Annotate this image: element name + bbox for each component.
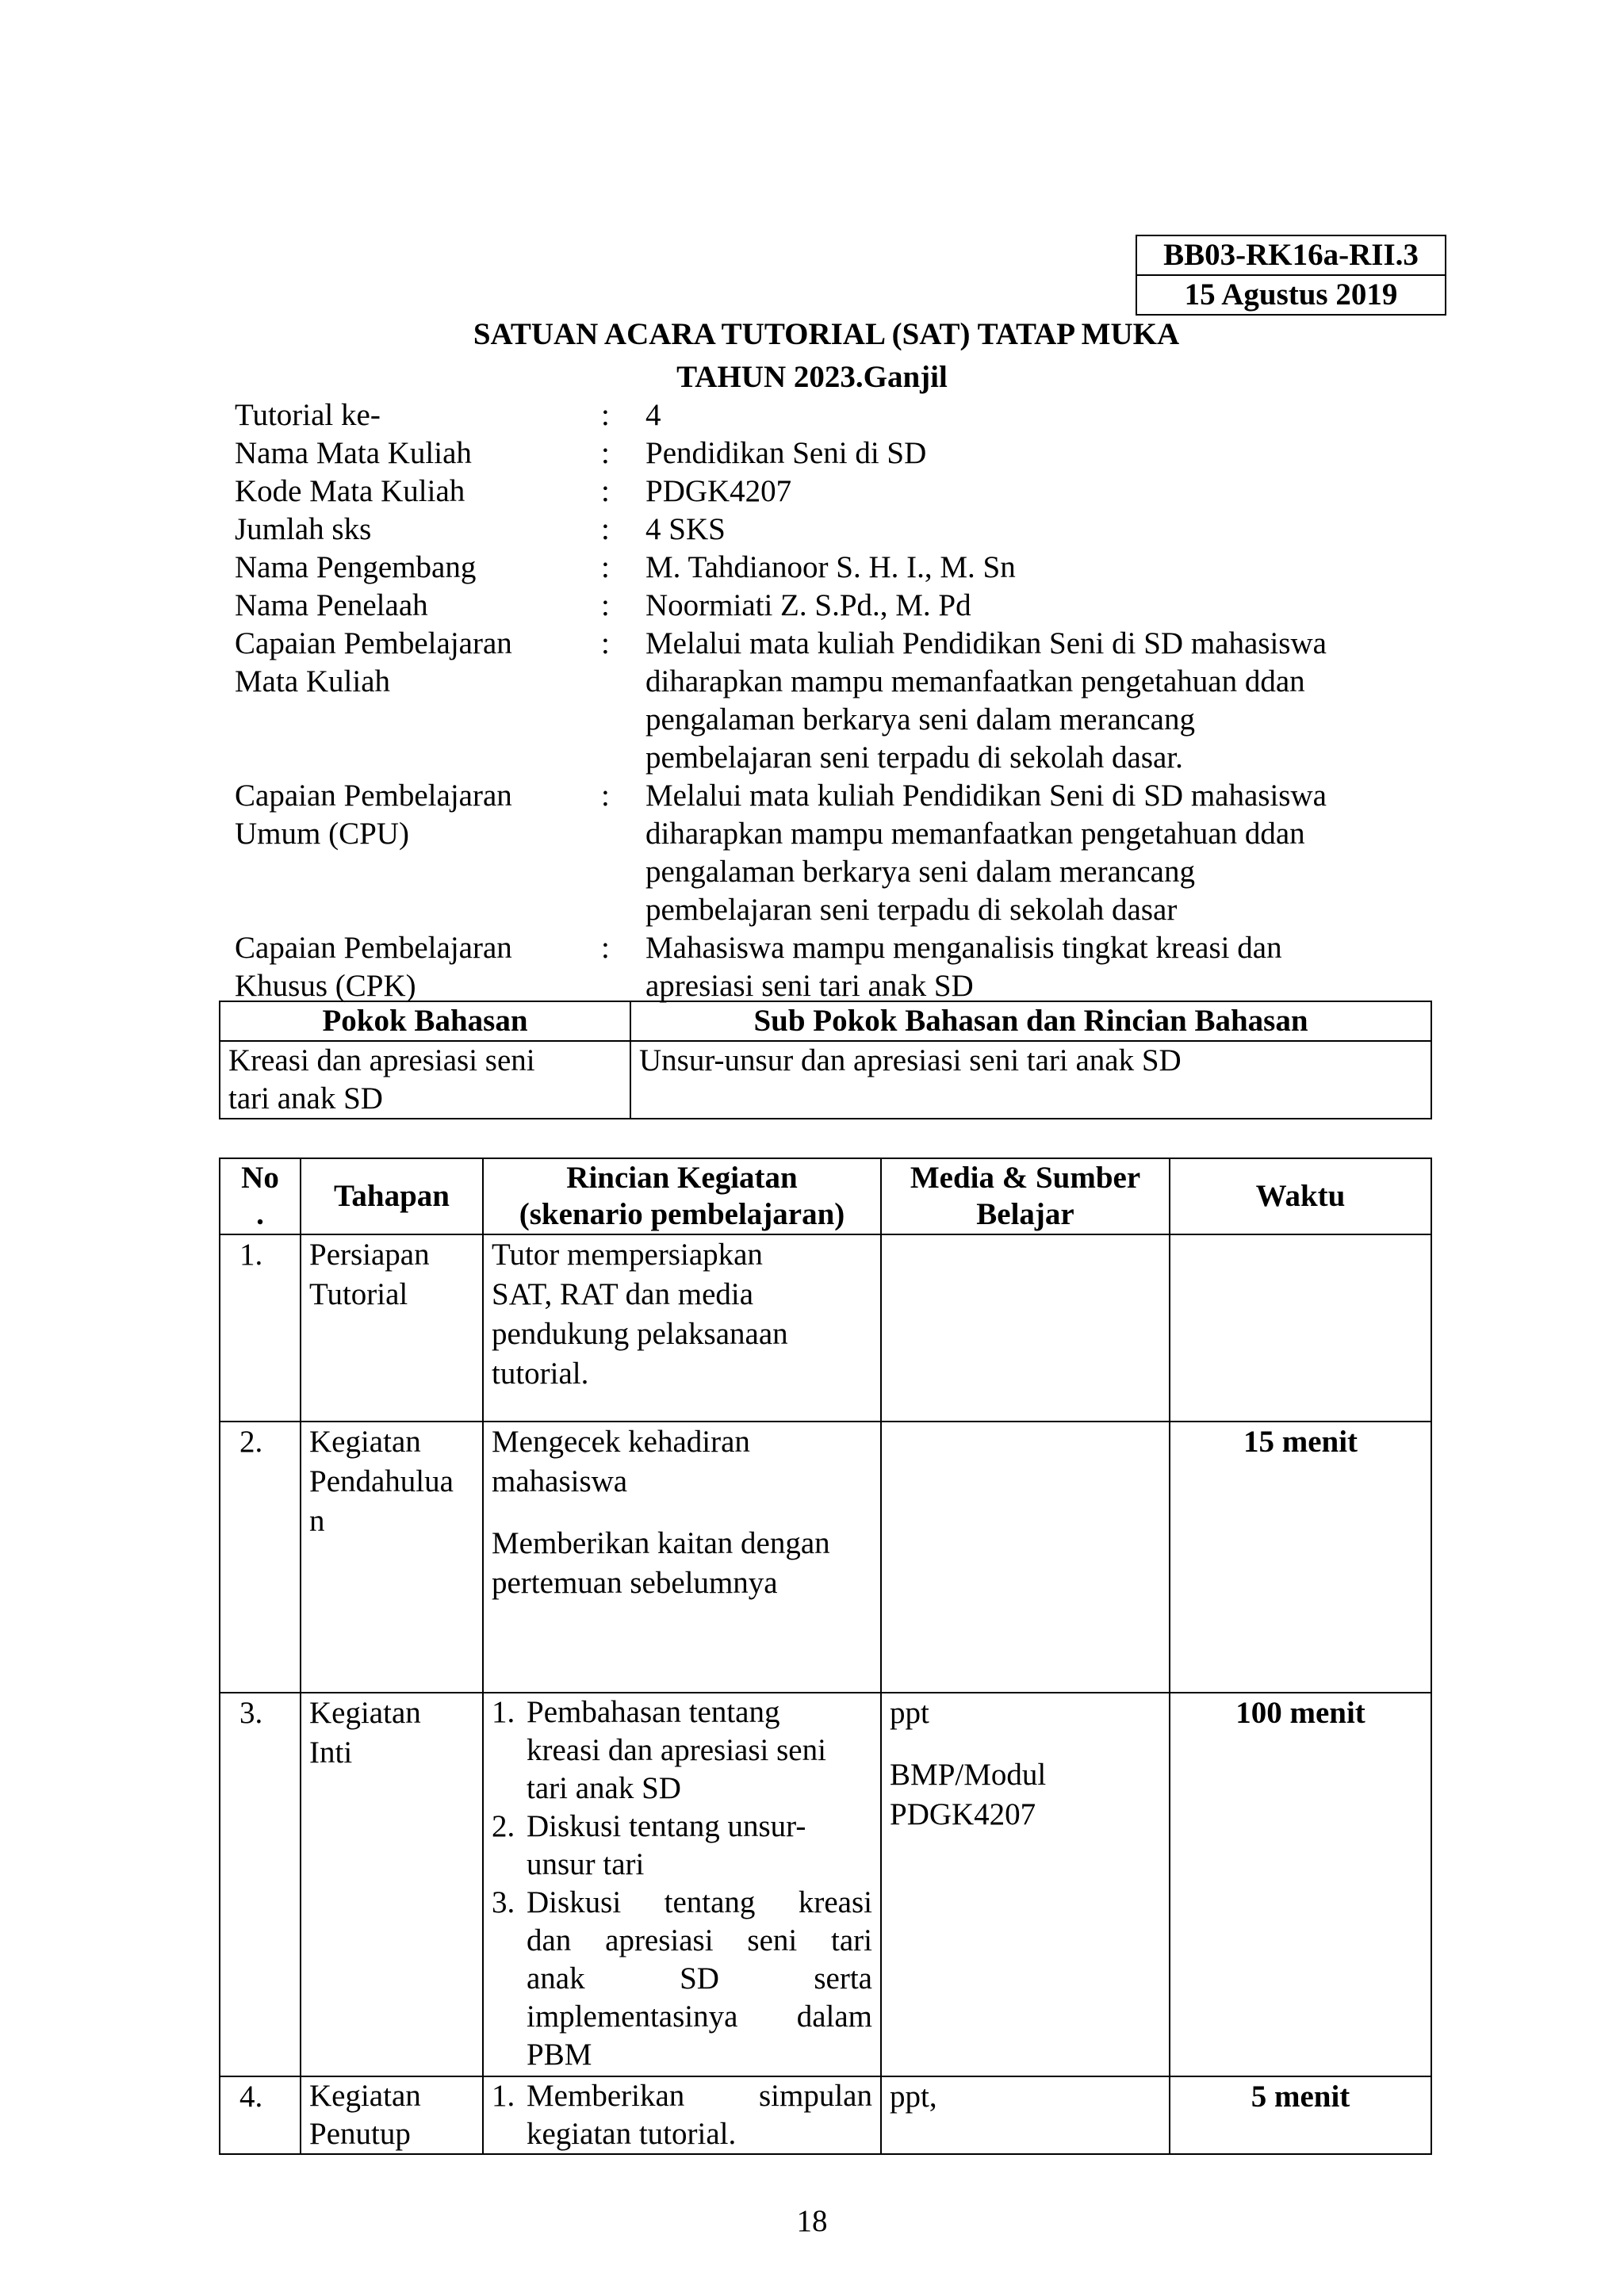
cell-media xyxy=(881,1693,1170,2076)
table-header-row xyxy=(220,1001,1431,1041)
cell-no: 1. xyxy=(220,1234,301,1422)
info-colon: : xyxy=(601,588,610,622)
cell-media xyxy=(881,1422,1170,1693)
cell-waktu: 15 menit xyxy=(1170,1422,1431,1693)
table-cell xyxy=(220,1041,630,1119)
cell-waktu xyxy=(1170,1234,1431,1422)
cell-line: anak SD serta xyxy=(527,1961,872,1996)
cell-line: Pembahasan tentang xyxy=(527,1695,780,1729)
info-value-line: Mahasiswa mampu menganalisis tingkat kreasi dan xyxy=(645,931,1282,965)
info-label-line: Capaian Pembelajaran xyxy=(235,779,512,813)
info-value: 4 SKS xyxy=(645,512,726,546)
info-value: 4 xyxy=(645,398,661,432)
list-text xyxy=(527,2077,872,2153)
info-value xyxy=(645,625,1408,777)
info-value-line: apresiasi seni tari anak SD xyxy=(645,969,974,1003)
info-label-line: Umum (CPU) xyxy=(235,817,409,851)
info-label: Tutorial ke- xyxy=(235,398,381,432)
list-text xyxy=(527,1808,872,1884)
info-label: Jumlah sks xyxy=(235,512,372,546)
info-value-line: pembelajaran seni terpadu di sekolah dasar. xyxy=(645,740,1183,775)
info-label-line: Khusus (CPK) xyxy=(235,969,416,1003)
info-row-course-name xyxy=(235,434,1408,473)
cell-line: tari anak SD xyxy=(228,1081,383,1115)
column-header-rincian xyxy=(483,1158,881,1234)
cell-line: unsur tari xyxy=(527,1847,645,1881)
paragraph-gap xyxy=(492,1502,872,1524)
table-row xyxy=(220,1234,1431,1422)
list-text xyxy=(527,1693,872,1808)
list-item xyxy=(492,1693,872,1808)
info-label xyxy=(235,625,601,777)
cell-line: BMP/Modul xyxy=(890,1758,1047,1792)
cell-line: Kegiatan xyxy=(309,1696,421,1730)
info-label: Nama Mata Kuliah xyxy=(235,436,472,470)
info-row-credits xyxy=(235,511,1408,549)
cell-media: ppt, xyxy=(881,2076,1170,2154)
info-row-cp-mk xyxy=(235,625,1408,777)
cell-line: PBM xyxy=(527,2038,592,2072)
info-label-line: Capaian Pembelajaran xyxy=(235,626,512,660)
info-colon: : xyxy=(601,398,610,432)
column-header: Sub Pokok Bahasan dan Rincian Bahasan xyxy=(630,1001,1431,1041)
cell-line: Penutup xyxy=(309,2117,411,2151)
info-label xyxy=(235,777,601,929)
info-colon: : xyxy=(601,512,610,546)
cell-line: mahasiswa xyxy=(492,1464,628,1498)
cell-line: Kegiatan xyxy=(309,2079,421,2113)
list-item xyxy=(492,2077,872,2153)
info-value: PDGK4207 xyxy=(645,474,792,508)
list-item xyxy=(492,1808,872,1884)
list-number: 3. xyxy=(492,1885,515,1919)
info-value-line: pengalaman berkarya seni dalam merancang xyxy=(645,702,1195,737)
info-value: M. Tahdianoor S. H. I., M. Sn xyxy=(645,550,1016,584)
cell-line: Memberikan simpulan xyxy=(527,2079,872,2113)
cell-no: 3. xyxy=(220,1693,301,2076)
table-row xyxy=(220,1422,1431,1693)
document-date: 15 Agustus 2019 xyxy=(1137,274,1445,314)
info-value: Pendidikan Seni di SD xyxy=(645,436,927,470)
info-value: Noormiati Z. S.Pd., M. Pd xyxy=(645,588,971,622)
cell-line: implementasinya dalam xyxy=(527,1999,872,2034)
page-title: SATUAN ACARA TUTORIAL (SAT) TATAP MUKA xyxy=(473,317,1180,351)
info-row-cpu xyxy=(235,777,1408,929)
cell-waktu: 100 menit xyxy=(1170,1693,1431,2076)
cell-line: kegiatan tutorial. xyxy=(527,2117,737,2151)
cell-line: Mengecek kehadiran xyxy=(492,1425,750,1459)
info-row-developer xyxy=(235,549,1408,587)
table-row xyxy=(220,1693,1431,2076)
column-header-tahapan: Tahapan xyxy=(301,1158,483,1234)
cell-line: pertemuan sebelumnya xyxy=(492,1566,778,1600)
info-colon: : xyxy=(601,436,610,470)
cell-line: kreasi dan apresiasi seni xyxy=(527,1733,826,1767)
cell-tahapan xyxy=(301,2076,483,2154)
info-label-line: Capaian Pembelajaran xyxy=(235,931,512,965)
info-colon: : xyxy=(601,550,610,584)
cell-line: pendukung pelaksanaan xyxy=(492,1317,788,1351)
cell-line: Pendahulua xyxy=(309,1464,454,1498)
document-code-box xyxy=(1136,235,1446,316)
cell-no: 4. xyxy=(220,2076,301,2154)
column-header-media xyxy=(881,1158,1170,1234)
cell-tahapan xyxy=(301,1422,483,1693)
info-label: Kode Mata Kuliah xyxy=(235,474,465,508)
info-value xyxy=(645,777,1408,929)
paragraph-gap xyxy=(890,1733,1161,1755)
list-item xyxy=(492,1884,872,2074)
table-row xyxy=(220,1041,1431,1119)
header-line: Rincian Kegiatan xyxy=(566,1161,798,1195)
table-header-row xyxy=(220,1158,1431,1234)
cell-line: Inti xyxy=(309,1735,353,1770)
info-row-course-code xyxy=(235,473,1408,511)
cell-rincian xyxy=(483,1422,881,1693)
cell-line: Memberikan kaitan dengan xyxy=(492,1526,830,1560)
page-subtitle: TAHUN 2023.Ganjil xyxy=(676,360,948,394)
list-number: 1. xyxy=(492,2079,515,2113)
info-value xyxy=(645,929,1408,1005)
header-line: Media & Sumber xyxy=(910,1161,1141,1195)
activity-table xyxy=(219,1158,1432,2155)
info-value-line: diharapkan mampu memanfaatkan pengetahuan ddan xyxy=(645,664,1305,698)
header-line: . xyxy=(256,1197,264,1231)
cell-line: tari anak SD xyxy=(527,1771,681,1805)
cell-line: tutorial. xyxy=(492,1357,589,1391)
info-row-reviewer xyxy=(235,587,1408,625)
cell-line: Persiapan xyxy=(309,1238,430,1272)
cell-no: 2. xyxy=(220,1422,301,1693)
activity-list xyxy=(492,2077,872,2153)
info-row-tutorial xyxy=(235,396,1408,434)
cell-line: SAT, RAT dan media xyxy=(492,1277,754,1311)
list-number: 2. xyxy=(492,1809,515,1843)
table-cell: Unsur-unsur dan apresiasi seni tari anak SD xyxy=(630,1041,1431,1119)
cell-line: n xyxy=(309,1504,325,1538)
info-value-line: Melalui mata kuliah Pendidikan Seni di SD mahasiswa xyxy=(645,779,1327,813)
cell-line: PDGK4207 xyxy=(890,1797,1036,1831)
column-header-no xyxy=(220,1158,301,1234)
header-line: Belajar xyxy=(976,1197,1074,1231)
cell-line: Diskusi tentang unsur- xyxy=(527,1809,806,1843)
header-line: No xyxy=(241,1161,279,1195)
cell-waktu: 5 menit xyxy=(1170,2076,1431,2154)
list-text xyxy=(527,1884,872,2074)
info-row-cpk xyxy=(235,929,1408,1005)
info-colon: : xyxy=(601,474,610,508)
column-header: Pokok Bahasan xyxy=(220,1001,630,1041)
cell-tahapan xyxy=(301,1693,483,2076)
info-label xyxy=(235,929,601,1005)
cell-rincian xyxy=(483,1693,881,2076)
cell-line: Kegiatan xyxy=(309,1425,421,1459)
course-info xyxy=(235,396,1408,1005)
topic-table xyxy=(219,1001,1432,1119)
document-code: BB03-RK16a-RII.3 xyxy=(1163,238,1419,272)
list-number: 1. xyxy=(492,1695,515,1729)
info-value-line: pembelajaran seni terpadu di sekolah dasar xyxy=(645,893,1178,927)
info-value-line: Melalui mata kuliah Pendidikan Seni di SD mahasiswa xyxy=(645,626,1327,660)
info-label-line: Mata Kuliah xyxy=(235,664,391,698)
cell-line: Diskusi tentang kreasi xyxy=(527,1885,872,1919)
cell-line: Kreasi dan apresiasi seni xyxy=(228,1043,535,1077)
info-value-line: pengalaman berkarya seni dalam merancang xyxy=(645,855,1195,889)
header-line: (skenario pembelajaran) xyxy=(519,1197,845,1231)
cell-tahapan xyxy=(301,1234,483,1422)
table-row xyxy=(220,2076,1431,2154)
info-label: Nama Penelaah xyxy=(235,588,428,622)
column-header-waktu: Waktu xyxy=(1170,1158,1431,1234)
cell-rincian xyxy=(483,2076,881,2154)
info-colon: : xyxy=(601,626,610,660)
info-colon: : xyxy=(601,931,610,965)
cell-rincian xyxy=(483,1234,881,1422)
cell-line: Tutor mempersiapkan xyxy=(492,1238,763,1272)
page-number: 18 xyxy=(796,2204,828,2238)
cell-line: Tutorial xyxy=(309,1277,408,1311)
info-label: Nama Pengembang xyxy=(235,550,477,584)
cell-media xyxy=(881,1234,1170,1422)
info-colon: : xyxy=(601,779,610,813)
info-value-line: diharapkan mampu memanfaatkan pengetahuan ddan xyxy=(645,817,1305,851)
cell-line: ppt xyxy=(890,1696,929,1730)
cell-line: dan apresiasi seni tari xyxy=(527,1923,872,1957)
activity-list xyxy=(492,1693,872,2074)
